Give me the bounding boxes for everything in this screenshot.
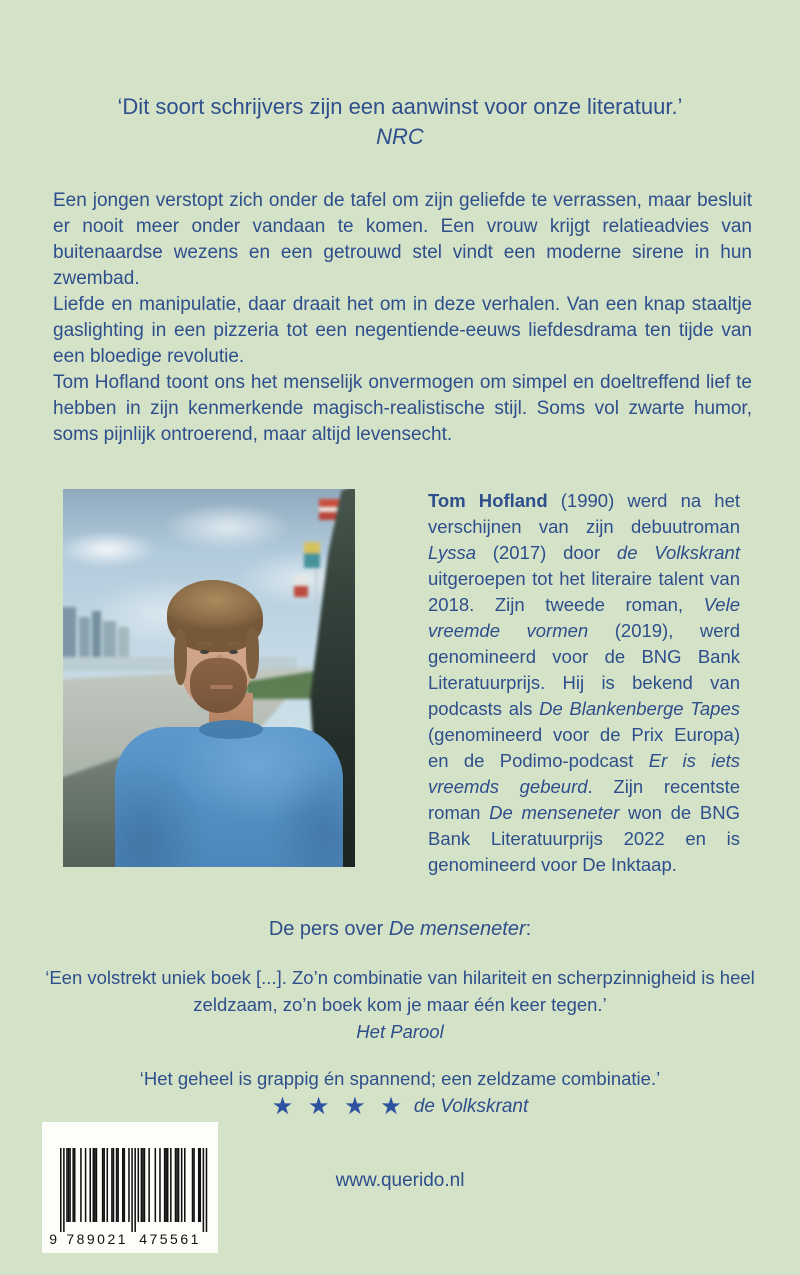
star-rating-icons: ★ ★ ★ ★ [271,1093,406,1120]
star-rating-line [0,1092,800,1121]
photo-author-eyebrow [226,642,241,645]
top-press-quote-source: NRC [376,124,424,149]
blurb-paragraph: Tom Hofland toont ons het menselijk onvermogen om simpel en doeltreffend lief te hebben in zijn kenmerkende magisch-realistische stijl. Soms vol zwarte humor, soms pijnlijk ontroerend, maar altijd levensecht. [53,372,752,445]
press-section-header [0,918,800,941]
press-quote-volkskrant [45,1068,755,1090]
press-quote-source: Het Parool [356,1021,444,1042]
top-press-quote [40,92,760,152]
photo-author-eyebrow [197,642,212,645]
press-quote-text: ‘Het geheel is grappig én spannend; een zeldzame combinatie.’ [139,1068,661,1089]
blurb-paragraph: Een jongen verstopt zich onder de tafel om zijn geliefde te verrassen, maar besluit er nooit meer onder vandaan te komen. Een vrouw krijgt relatieadvies van buitenaardse wezens en een getrouwd stel vindt een moderne sirene in hun zwembad. [53,190,752,289]
press-header-book-title: De menseneter [388,918,526,940]
press-quote-text: ‘Een volstrekt uniek boek [...]. Zo’n combinatie van hilariteit en scherpzinnigheid is heel zeldzaam, zo’n boek kom je maar één keer tegen.’ [45,967,755,1015]
photo-author-sweater [115,727,343,867]
press-header-prefix: De pers over [268,918,389,940]
author-bio: Tom Hofland (1990) werd na het verschijnen van zijn debuutroman Lyssa (2017) door de Volkskrant uitgeroepen tot het literaire talent van 2018. Zijn tweede roman, Vele vreemde vormen (2019), werd genomineerd voor de BNG Bank Literatuurprijs. Hij is bekend van podcasts als De Blankenberge Tapes (genomineerd voor de Prix Europa) en de Podimo-podcast Er is iets vreemds gebeurd. Zijn recentste roman De menseneter won de BNG Bank Literatuurprijs 2022 en is genomineerd voor De Inktaap. [428,490,741,875]
photo-author-collar [199,720,263,739]
photo-skyline-building [63,607,76,659]
isbn-barcode-icon [46,1146,214,1250]
photo-flag [304,542,320,568]
press-header-suffix: : [525,918,532,940]
svg-text:475561: 475561 [139,1231,201,1247]
svg-text:789021: 789021 [66,1231,129,1247]
photo-skyline-building [103,621,116,659]
blurb-paragraph: Liefde en manipulatie, daar draait het om in deze verhalen. Van een knap staaltje gaslighting in een pizzeria tot een negentiende-eeuws liefdesdrama ten tijde van een bloedige revolutie. [53,294,752,367]
book-blurb [53,188,752,448]
author-photo [63,489,355,867]
photo-flag [294,575,308,597]
photo-skyline-building [118,627,129,659]
press-quote-parool [45,964,755,1045]
photo-author-hair [246,627,259,679]
photo-skyline-building [79,617,90,659]
photo-skyline-building [92,611,101,659]
photo-author-mouth [210,685,233,689]
publisher-website-url: www.querido.nl [335,1170,465,1191]
photo-author-eye [200,650,209,654]
photo-author-hair [174,629,187,685]
top-press-quote-text: ‘Dit soort schrijvers zijn een aanwinst voor onze literatuur.’ [117,94,683,119]
photo-author-eye [229,650,238,654]
svg-text:9: 9 [49,1231,57,1247]
press-quote-source: de Volkskrant [413,1096,529,1117]
barcode [42,1122,218,1253]
